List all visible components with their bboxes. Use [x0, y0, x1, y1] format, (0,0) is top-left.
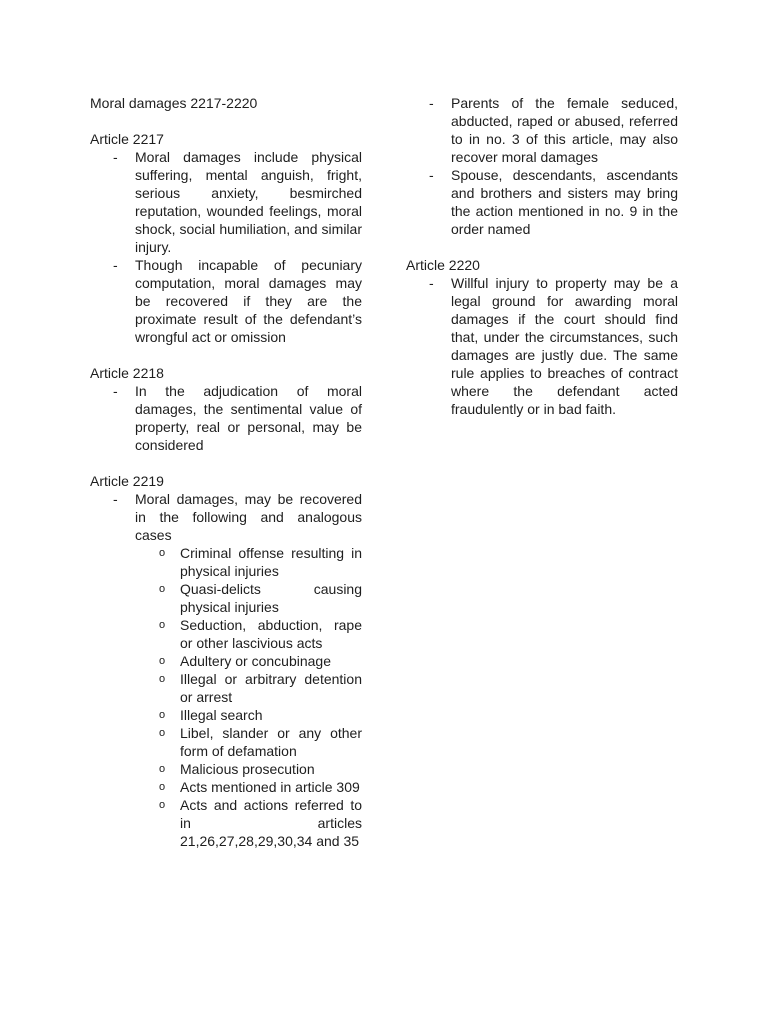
- sub-list-item: [135, 796, 362, 850]
- dash-bullet: -: [113, 257, 118, 273]
- sub-item-text: Acts mentioned in article 309: [180, 779, 360, 795]
- sub-item-text: Quasi-delicts causing physical injuries: [180, 581, 362, 615]
- right-articles: [406, 94, 678, 418]
- sub-item-text: Criminal offense resulting in physical injuries: [180, 545, 362, 579]
- article-section: [90, 364, 362, 454]
- dash-item-text: Parents of the female seduced, abducted, raped or abused, referred to in no. 3 of this article, may also recover moral damages: [451, 95, 678, 165]
- article-section: [406, 94, 678, 238]
- dash-item-text: Willful injury to property may be a legal ground for awarding moral damages if the court should find that, under the circumstances, such damages are justly due. The same rule applies to breaches of contract where the defendant acted fraudulently or in bad faith.: [451, 275, 678, 417]
- dash-list: [406, 274, 678, 418]
- dash-list-item: [90, 382, 362, 454]
- sub-list-item: [135, 724, 362, 760]
- dash-item-text: Spouse, descendants, ascendants and brothers and sisters may bring the action mentioned in no. 9 in the order named: [451, 167, 678, 237]
- sub-bullet: o: [159, 619, 166, 631]
- dash-bullet: -: [113, 491, 118, 507]
- sub-item-text: Adultery or concubinage: [180, 653, 331, 669]
- article-section: [406, 256, 678, 418]
- dash-bullet: -: [429, 275, 434, 291]
- dash-list-item: [90, 148, 362, 256]
- sub-bullet: o: [159, 799, 166, 811]
- article-title: Article 2220: [406, 257, 480, 273]
- sub-bullet: o: [159, 655, 166, 667]
- sub-item-text: Seduction, abduction, rape or other lascivious acts: [180, 617, 362, 651]
- dash-bullet: -: [113, 383, 118, 399]
- sub-bullet: o: [159, 727, 166, 739]
- sub-item-text: Acts and actions referred to in articles 21,26,27,28,29,30,34 and 35: [180, 797, 362, 849]
- dash-item-text: In the adjudication of moral damages, the sentimental value of property, real or personal, may be considered: [135, 383, 362, 453]
- dash-item-text: Moral damages, may be recovered in the following and analogous cases: [135, 491, 362, 543]
- dash-list-item: [406, 94, 678, 166]
- dash-list: [90, 148, 362, 346]
- dash-list: [90, 382, 362, 454]
- article-title: Article 2218: [90, 365, 164, 381]
- dash-list-item: [90, 490, 362, 850]
- article-title: Article 2219: [90, 473, 164, 489]
- dash-list-item: [406, 274, 678, 418]
- dash-list: [406, 94, 678, 238]
- sub-list: [135, 544, 362, 850]
- article-title: Article 2217: [90, 131, 164, 147]
- dash-item-text: Moral damages include physical suffering, mental anguish, fright, serious anxiety, besmirched reputation, wounded feelings, moral shock, social humiliation, and similar injury.: [135, 149, 362, 255]
- sub-list-item: [135, 616, 362, 652]
- dash-list: [90, 490, 362, 850]
- sub-bullet: o: [159, 763, 166, 775]
- sub-bullet: o: [159, 709, 166, 721]
- dash-list-item: [90, 256, 362, 346]
- sub-list-item: [135, 706, 362, 724]
- article-section: [90, 472, 362, 850]
- dash-list-item: [406, 166, 678, 238]
- sub-list-item: [135, 652, 362, 670]
- sub-list-item: [135, 778, 362, 796]
- right-column: [406, 94, 678, 436]
- dash-bullet: -: [429, 167, 434, 183]
- sub-item-text: Illegal search: [180, 707, 263, 723]
- sub-item-text: Illegal or arbitrary detention or arrest: [180, 671, 362, 705]
- dash-bullet: -: [429, 95, 434, 111]
- left-articles: [90, 130, 362, 850]
- sub-bullet: o: [159, 583, 166, 595]
- dash-bullet: -: [113, 149, 118, 165]
- dash-item-text: Though incapable of pecuniary computation, moral damages may be recovered if they are the proximate result of the defendant’s wrongful act or omission: [135, 257, 362, 345]
- sub-item-text: Libel, slander or any other form of defamation: [180, 725, 362, 759]
- sub-bullet: o: [159, 547, 166, 559]
- sub-list-item: [135, 544, 362, 580]
- article-section: [90, 130, 362, 346]
- document-title: Moral damages 2217-2220: [90, 95, 258, 111]
- sub-bullet: o: [159, 673, 166, 685]
- sub-list-item: [135, 580, 362, 616]
- sub-list-item: [135, 760, 362, 778]
- sub-list-item: [135, 670, 362, 706]
- sub-bullet: o: [159, 781, 166, 793]
- left-column: [90, 94, 362, 868]
- sub-item-text: Malicious prosecution: [180, 761, 315, 777]
